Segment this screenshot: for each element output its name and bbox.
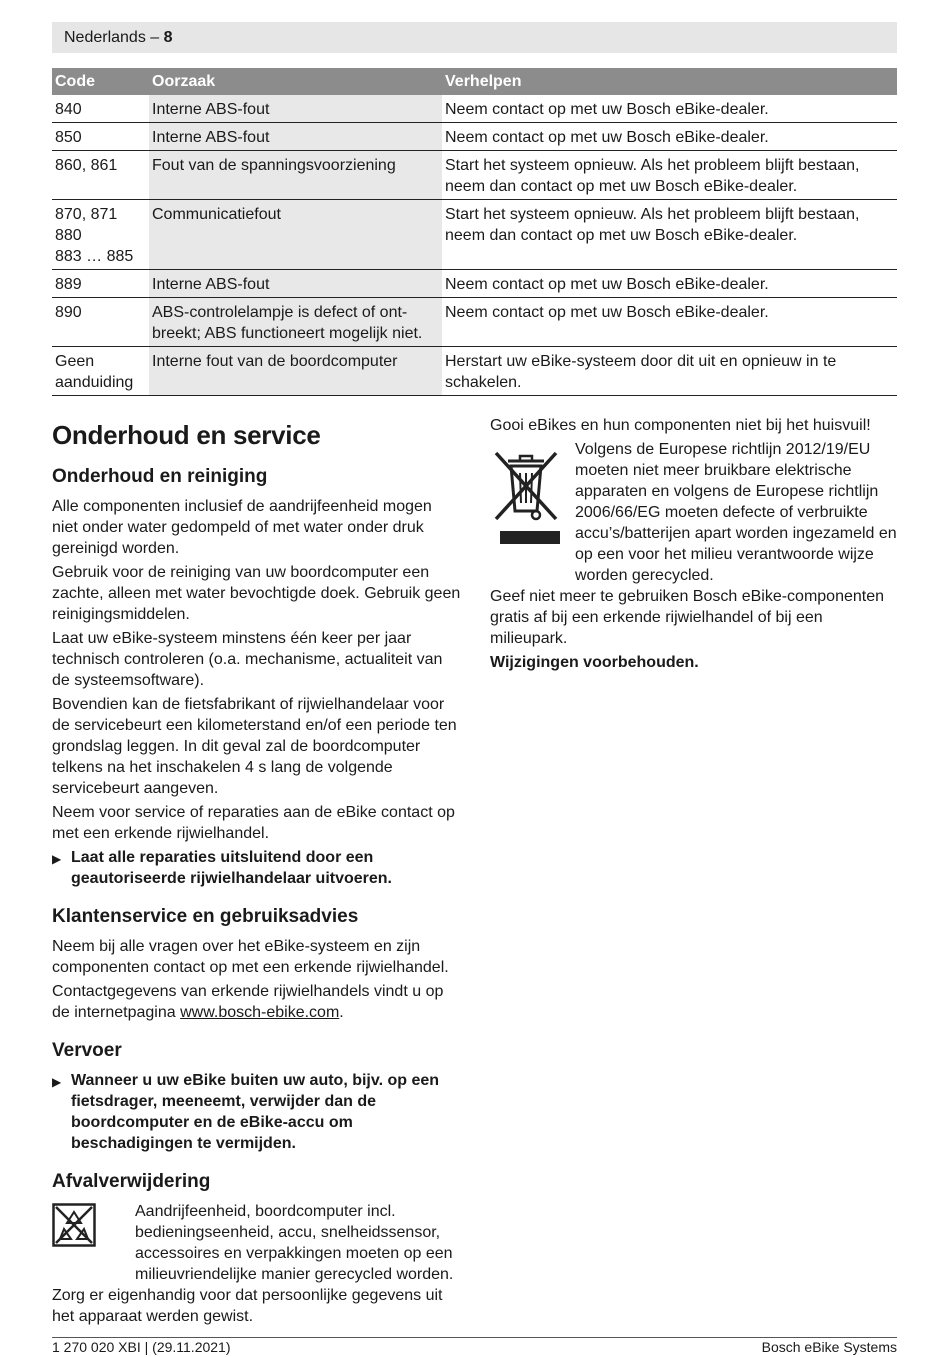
paragraph: Neem bij alle vragen over het eBike-systeem en zijn componenten contact op met een erkende rijwielhandel. [52, 938, 449, 976]
paragraph: Gooi eBikes en hun componenten niet bij het huisvuil! [490, 417, 871, 434]
heading-customer-service: Klantenservice en gebruiksadvies [52, 906, 359, 927]
cause-cell: Interne ABS-fout [149, 270, 442, 298]
error-code-cell: 840 [52, 95, 149, 123]
cause-cell: Interne ABS-fout [149, 95, 442, 123]
cause-cell: ABS-controlelampje is defect of ont- breekt; ABS functioneert mogelijk niet. [149, 298, 442, 347]
changes-reserved: Wijzigingen voorbehouden. [490, 654, 699, 671]
error-code-cell: 890 [52, 298, 149, 347]
cause-cell: Interne ABS-fout [149, 123, 442, 151]
weee-text: Volgens de Europese richtlijn 2012/19/EU moeten niet meer bruikbare elektrische apparaten en volgens de Europese richtlijn 2006/66/EG moeten defecte of verbruikte accu’s/batterijen apart worden ingezameld en op een voor het milieu verantwoorde wijze worden gerecycled. [575, 441, 897, 584]
paragraph: Neem voor service of reparaties aan de eBike contact op met een erkende rijwielhandel. [52, 804, 455, 842]
header-language: Nederlands [64, 29, 146, 46]
warning-text: Wanneer u uw eBike buiten uw auto, bijv. op een fietsdrager, meeneemt, verwijder dan de boordcomputer en de eBike-accu om beschadigingen te vermijden. [71, 1072, 440, 1152]
recycling-text: Aandrijfeenheid, boordcomputer incl. bedieningseenheid, accu, snelheidssensor, accessoires en verpakkingen moeten op een milieuvriendelijke manier gerecycled worden. [135, 1203, 454, 1283]
cause-cell: Interne fout van de boordcomputer [149, 347, 442, 396]
paragraph: Laat uw eBike-systeem minstens één keer per jaar technisch controleren (o.a. mechanisme, actualiteit van de systeemsoftware). [52, 630, 443, 689]
website-link[interactable]: www.bosch-ebike.com [180, 1004, 340, 1021]
section-title: Onderhoud en service [52, 420, 321, 450]
table-row [52, 347, 897, 396]
table-row [52, 123, 897, 151]
crossed-out-recycling-icon [52, 1201, 135, 1285]
paragraph [52, 981, 462, 1023]
heading-maintenance: Onderhoud en reiniging [52, 466, 268, 487]
table-row [52, 200, 897, 270]
fix-cell: Start het systeem opnieuw. Als het probleem blijft bestaan, neem dan contact op met uw Bosch eBike-dealer. [442, 151, 897, 200]
fix-cell: Neem contact op met uw Bosch eBike-dealer. [442, 95, 897, 123]
error-code-cell: 870, 871 880 883 … 885 [52, 200, 149, 270]
header-separator: – [145, 29, 164, 46]
warning-item [52, 1070, 462, 1154]
heading-transport: Vervoer [52, 1040, 122, 1061]
fix-cell: Start het systeem opnieuw. Als het probleem blijft bestaan, neem dan contact op met uw Bosch eBike-dealer. [442, 200, 897, 270]
contact-text: Contactgegevens van erkende rijwielhandels vindt u op de internetpagina [52, 983, 444, 1021]
crossed-out-wheelie-bin-icon [490, 439, 575, 586]
warning-text: Laat alle reparaties uitsluitend door een geautoriseerde rijwielhandelaar uitvoeren. [71, 849, 392, 887]
table-header-row [52, 68, 897, 95]
cause-cell: Communicatiefout [149, 200, 442, 270]
warning-triangle-icon: ▶ [52, 852, 62, 866]
column-header-fix: Verhelpen [442, 68, 897, 95]
page-number: 8 [163, 29, 173, 46]
fix-cell: Neem contact op met uw Bosch eBike-dealer. [442, 123, 897, 151]
column-header-cause: Oorzaak [149, 68, 442, 95]
fix-cell: Herstart uw eBike-systeem door dit uit en opnieuw in te schakelen. [442, 347, 897, 396]
paragraph: Bovendien kan de fietsfabrikant of rijwielhandelaar voor de servicebeurt een kilometerstand en/of een periode ten grondslag leggen. In dit geval zal de boordcomputer telkens na het inschakelen 4 s lang de volgende servicebeurt aangeven. [52, 696, 457, 797]
table-row [52, 270, 897, 298]
document-number: 1 270 020 XBI | (29.11.2021) [52, 1339, 231, 1355]
weee-note [490, 439, 900, 586]
contact-text-end: . [339, 1004, 344, 1021]
table-row [52, 95, 897, 123]
fix-cell: Neem contact op met uw Bosch eBike-dealer. [442, 270, 897, 298]
error-code-cell: 889 [52, 270, 149, 298]
paragraph: Zorg er eigenhandig voor dat persoonlijke gegevens uit het apparaat werden gewist. [52, 1287, 443, 1325]
error-code-cell: Geen aanduiding [52, 347, 149, 396]
warning-triangle-icon: ▶ [52, 1075, 62, 1089]
cause-cell: Fout van de spanningsvoorziening [149, 151, 442, 200]
paragraph: Geef niet meer te gebruiken Bosch eBike-componenten gratis af bij een erkende rijwielhandel of bij een milieupark. [490, 588, 885, 647]
table-row [52, 298, 897, 347]
paragraph: Gebruik voor de reiniging van uw boordcomputer een zachte, alleen met water bevochtigde doek. Gebruik geen reinigingsmiddelen. [52, 564, 461, 623]
page-header [52, 22, 897, 53]
error-code-cell: 860, 861 [52, 151, 149, 200]
error-code-table [52, 68, 897, 396]
column-header-code: Code [52, 68, 149, 95]
table-body [52, 95, 897, 396]
brand-footer: Bosch eBike Systems [761, 1339, 897, 1355]
right-column [490, 415, 900, 676]
left-column [52, 415, 462, 1330]
recycling-note [52, 1201, 462, 1285]
error-code-cell: 850 [52, 123, 149, 151]
warning-item [52, 847, 462, 889]
paragraph: Alle componenten inclusief de aandrijfeenheid mogen niet onder water gedompeld of met water onder druk gereinigd worden. [52, 498, 432, 557]
table-row [52, 151, 897, 200]
fix-cell: Neem contact op met uw Bosch eBike-dealer. [442, 298, 897, 347]
heading-disposal: Afvalverwijdering [52, 1171, 211, 1192]
